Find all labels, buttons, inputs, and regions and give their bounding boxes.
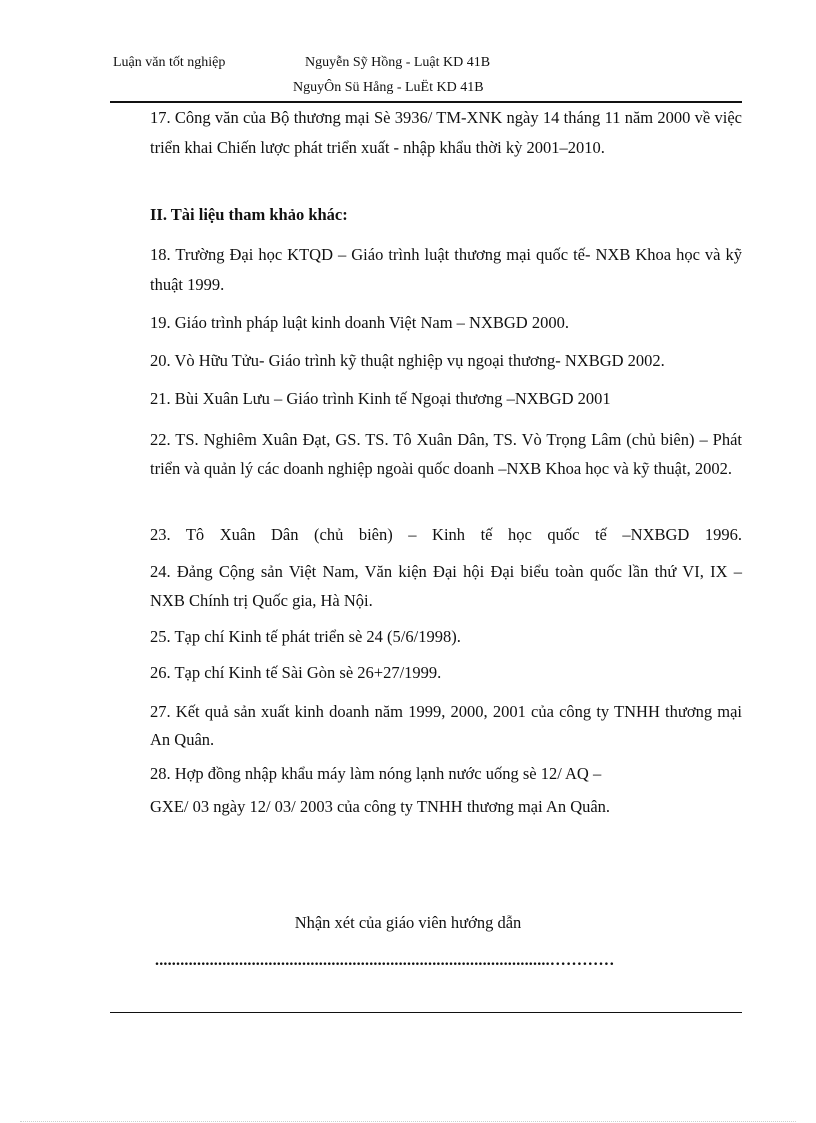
- reference-item-20: 20. Vò Hữu Tửu- Giáo trình kỹ thuật nghiệp vụ ngoại thương- NXBGD 2002.: [150, 351, 665, 370]
- header-author-line-2: NguyÔn Sü Hång - LuËt KD 41B: [293, 80, 484, 95]
- reference-item-28-line-1: 28. Hợp đồng nhập khẩu máy làm nóng lạnh nước uống sè 12/ AQ –: [150, 764, 602, 783]
- reference-item-18: 18. Trường Đại học KTQD – Giáo trình luật thương mại quốc tế- NXB Khoa học và kỹ thuật 1999.: [150, 245, 742, 294]
- reference-item-22: 22. TS. Nghiêm Xuân Đạt, GS. TS. Tô Xuân Dân, TS. Vò Trọng Lâm (chủ biên) – Phát triển và quản lý các doanh nghiệp ngoài quốc doanh –NXB Khoa học và kỹ thuật, 2002.: [150, 430, 742, 478]
- reference-item-25: 25. Tạp chí Kinh tế phát triển sè 24 (5/6/1998).: [150, 627, 461, 646]
- reference-item-23: 23. Tô Xuân Dân (chủ biên) – Kinh tế học quốc tế –NXBGD 1996.: [150, 525, 742, 544]
- reference-item-27: 27. Kết quả sản xuất kinh doanh năm 1999, 2000, 2001 của công ty TNHH thương mại An Quân.: [150, 702, 742, 749]
- section-title-other-references: II. Tài liệu tham khảo khác:: [150, 205, 348, 224]
- reference-item-17: 17. Công văn của Bộ thương mại Sè 3936/ TM-XNK ngày 14 tháng 11 năm 2000 về việc triển khai Chiến lược phát triển xuất - nhập khẩu thời kỳ 2001–2010.: [150, 108, 742, 157]
- comments-dotted-line: ..............................................................................................…………: [155, 952, 615, 969]
- page-bottom-dotted-border: [20, 1121, 796, 1122]
- header-author-line-1: Nguyễn Sỹ Hồng - Luật KD 41B: [305, 55, 491, 70]
- reference-item-21: 21. Bùi Xuân Lưu – Giáo trình Kinh tế Ngoại thương –NXBGD 2001: [150, 389, 611, 408]
- reference-item-26: 26. Tạp chí Kinh tế Sài Gòn sè 26+27/1999.: [150, 663, 442, 682]
- header-document-type: Luận văn tốt nghiệp: [113, 55, 226, 70]
- reference-item-24: 24. Đảng Cộng sản Việt Nam, Văn kiện Đại hội Đại biểu toàn quốc lần thứ VI, IX – NXB Chính trị Quốc gia, Hà Nội.: [150, 562, 742, 610]
- reference-item-19: 19. Giáo trình pháp luật kinh doanh Việt Nam – NXBGD 2000.: [150, 313, 569, 332]
- comments-divider: [110, 1012, 742, 1013]
- reference-item-28-line-2: GXE/ 03 ngày 12/ 03/ 2003 của công ty TNHH thương mại An Quân.: [150, 797, 611, 816]
- advisor-comments-title: Nhận xét của giáo viên hướng dẫn: [294, 913, 522, 932]
